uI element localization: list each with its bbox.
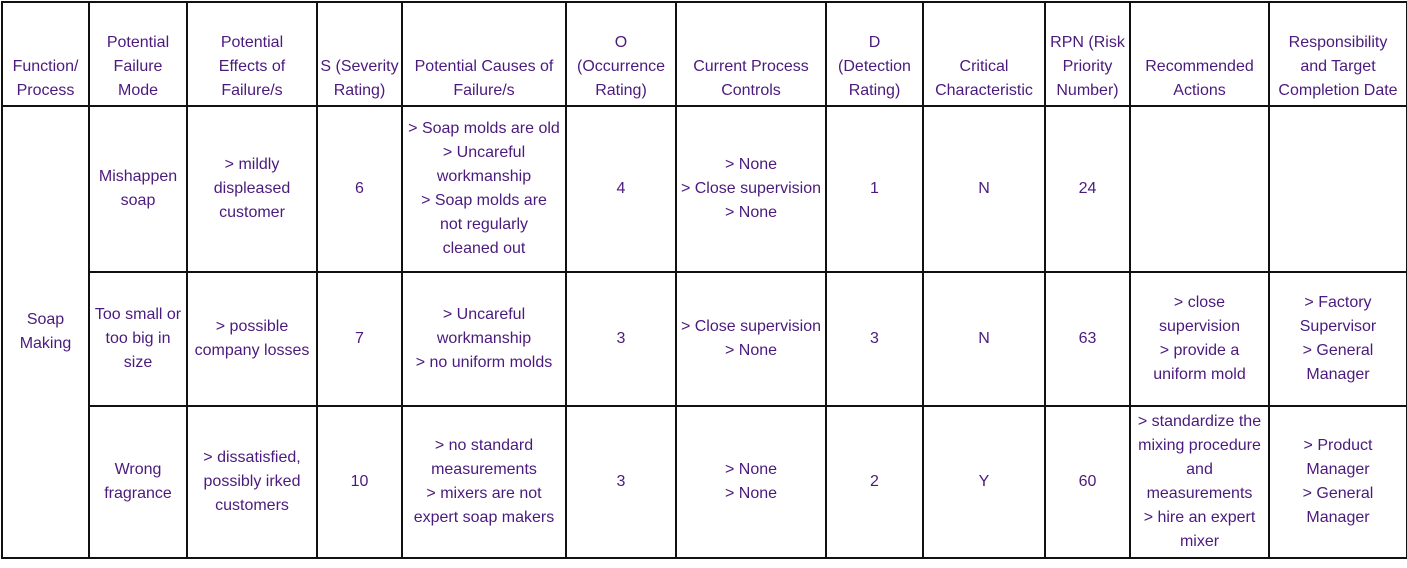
header-function-process: Function/ Process [2, 2, 89, 106]
cell-responsibility [1269, 106, 1407, 272]
cell-occurrence: 4 [566, 106, 676, 272]
header-potential-causes: Potential Causes of Failure/s [402, 2, 566, 106]
fmea-table [1, 1, 1407, 559]
cell-actions: > standardize the mixing procedure and measurements > hire an expert mixer [1130, 406, 1269, 558]
cell-effects: > mildly displeased customer [187, 106, 317, 272]
cell-responsibility: > Factory Supervisor > General Manager [1269, 272, 1407, 406]
cell-controls: > Close supervision > None [676, 272, 826, 406]
cell-causes: > Soap molds are old > Uncareful workmanship > Soap molds are not regularly cleaned out [402, 106, 566, 272]
header-row [2, 2, 1407, 106]
header-potential-effects: Potential Effects of Failure/s [187, 2, 317, 106]
header-recommended-actions: Recommended Actions [1130, 2, 1269, 106]
cell-function: Soap Making [2, 106, 89, 558]
cell-critical: N [923, 106, 1045, 272]
cell-severity: 6 [317, 106, 402, 272]
cell-actions: > close supervision > provide a uniform mold [1130, 272, 1269, 406]
cell-critical: Y [923, 406, 1045, 558]
header-responsibility-date: Responsibility and Target Completion Date [1269, 2, 1407, 106]
table-row [2, 272, 1407, 406]
cell-severity: 10 [317, 406, 402, 558]
cell-failure-mode: Wrong fragrance [89, 406, 187, 558]
cell-controls: > None > Close supervision > None [676, 106, 826, 272]
header-rpn: RPN (Risk Priority Number) [1045, 2, 1130, 106]
cell-actions [1130, 106, 1269, 272]
header-potential-failure-mode: Potential Failure Mode [89, 2, 187, 106]
cell-occurrence: 3 [566, 406, 676, 558]
cell-rpn: 24 [1045, 106, 1130, 272]
cell-detection: 2 [826, 406, 923, 558]
cell-detection: 1 [826, 106, 923, 272]
cell-rpn: 63 [1045, 272, 1130, 406]
cell-detection: 3 [826, 272, 923, 406]
table-row [2, 406, 1407, 558]
table-row [2, 106, 1407, 272]
cell-occurrence: 3 [566, 272, 676, 406]
cell-controls: > None > None [676, 406, 826, 558]
cell-rpn: 60 [1045, 406, 1130, 558]
cell-causes: > Uncareful workmanship > no uniform molds [402, 272, 566, 406]
header-critical-characteristic: Critical Characteristic [923, 2, 1045, 106]
cell-critical: N [923, 272, 1045, 406]
cell-severity: 7 [317, 272, 402, 406]
header-severity-rating: S (Severity Rating) [317, 2, 402, 106]
header-current-process-controls: Current Process Controls [676, 2, 826, 106]
cell-responsibility: > Product Manager > General Manager [1269, 406, 1407, 558]
cell-failure-mode: Too small or too big in size [89, 272, 187, 406]
cell-effects: > dissatisfied, possibly irked customers [187, 406, 317, 558]
cell-effects: > possible company losses [187, 272, 317, 406]
cell-causes: > no standard measurements > mixers are not expert soap makers [402, 406, 566, 558]
header-occurrence-rating: O (Occurrence Rating) [566, 2, 676, 106]
cell-failure-mode: Mishappen soap [89, 106, 187, 272]
header-detection-rating: D (Detection Rating) [826, 2, 923, 106]
